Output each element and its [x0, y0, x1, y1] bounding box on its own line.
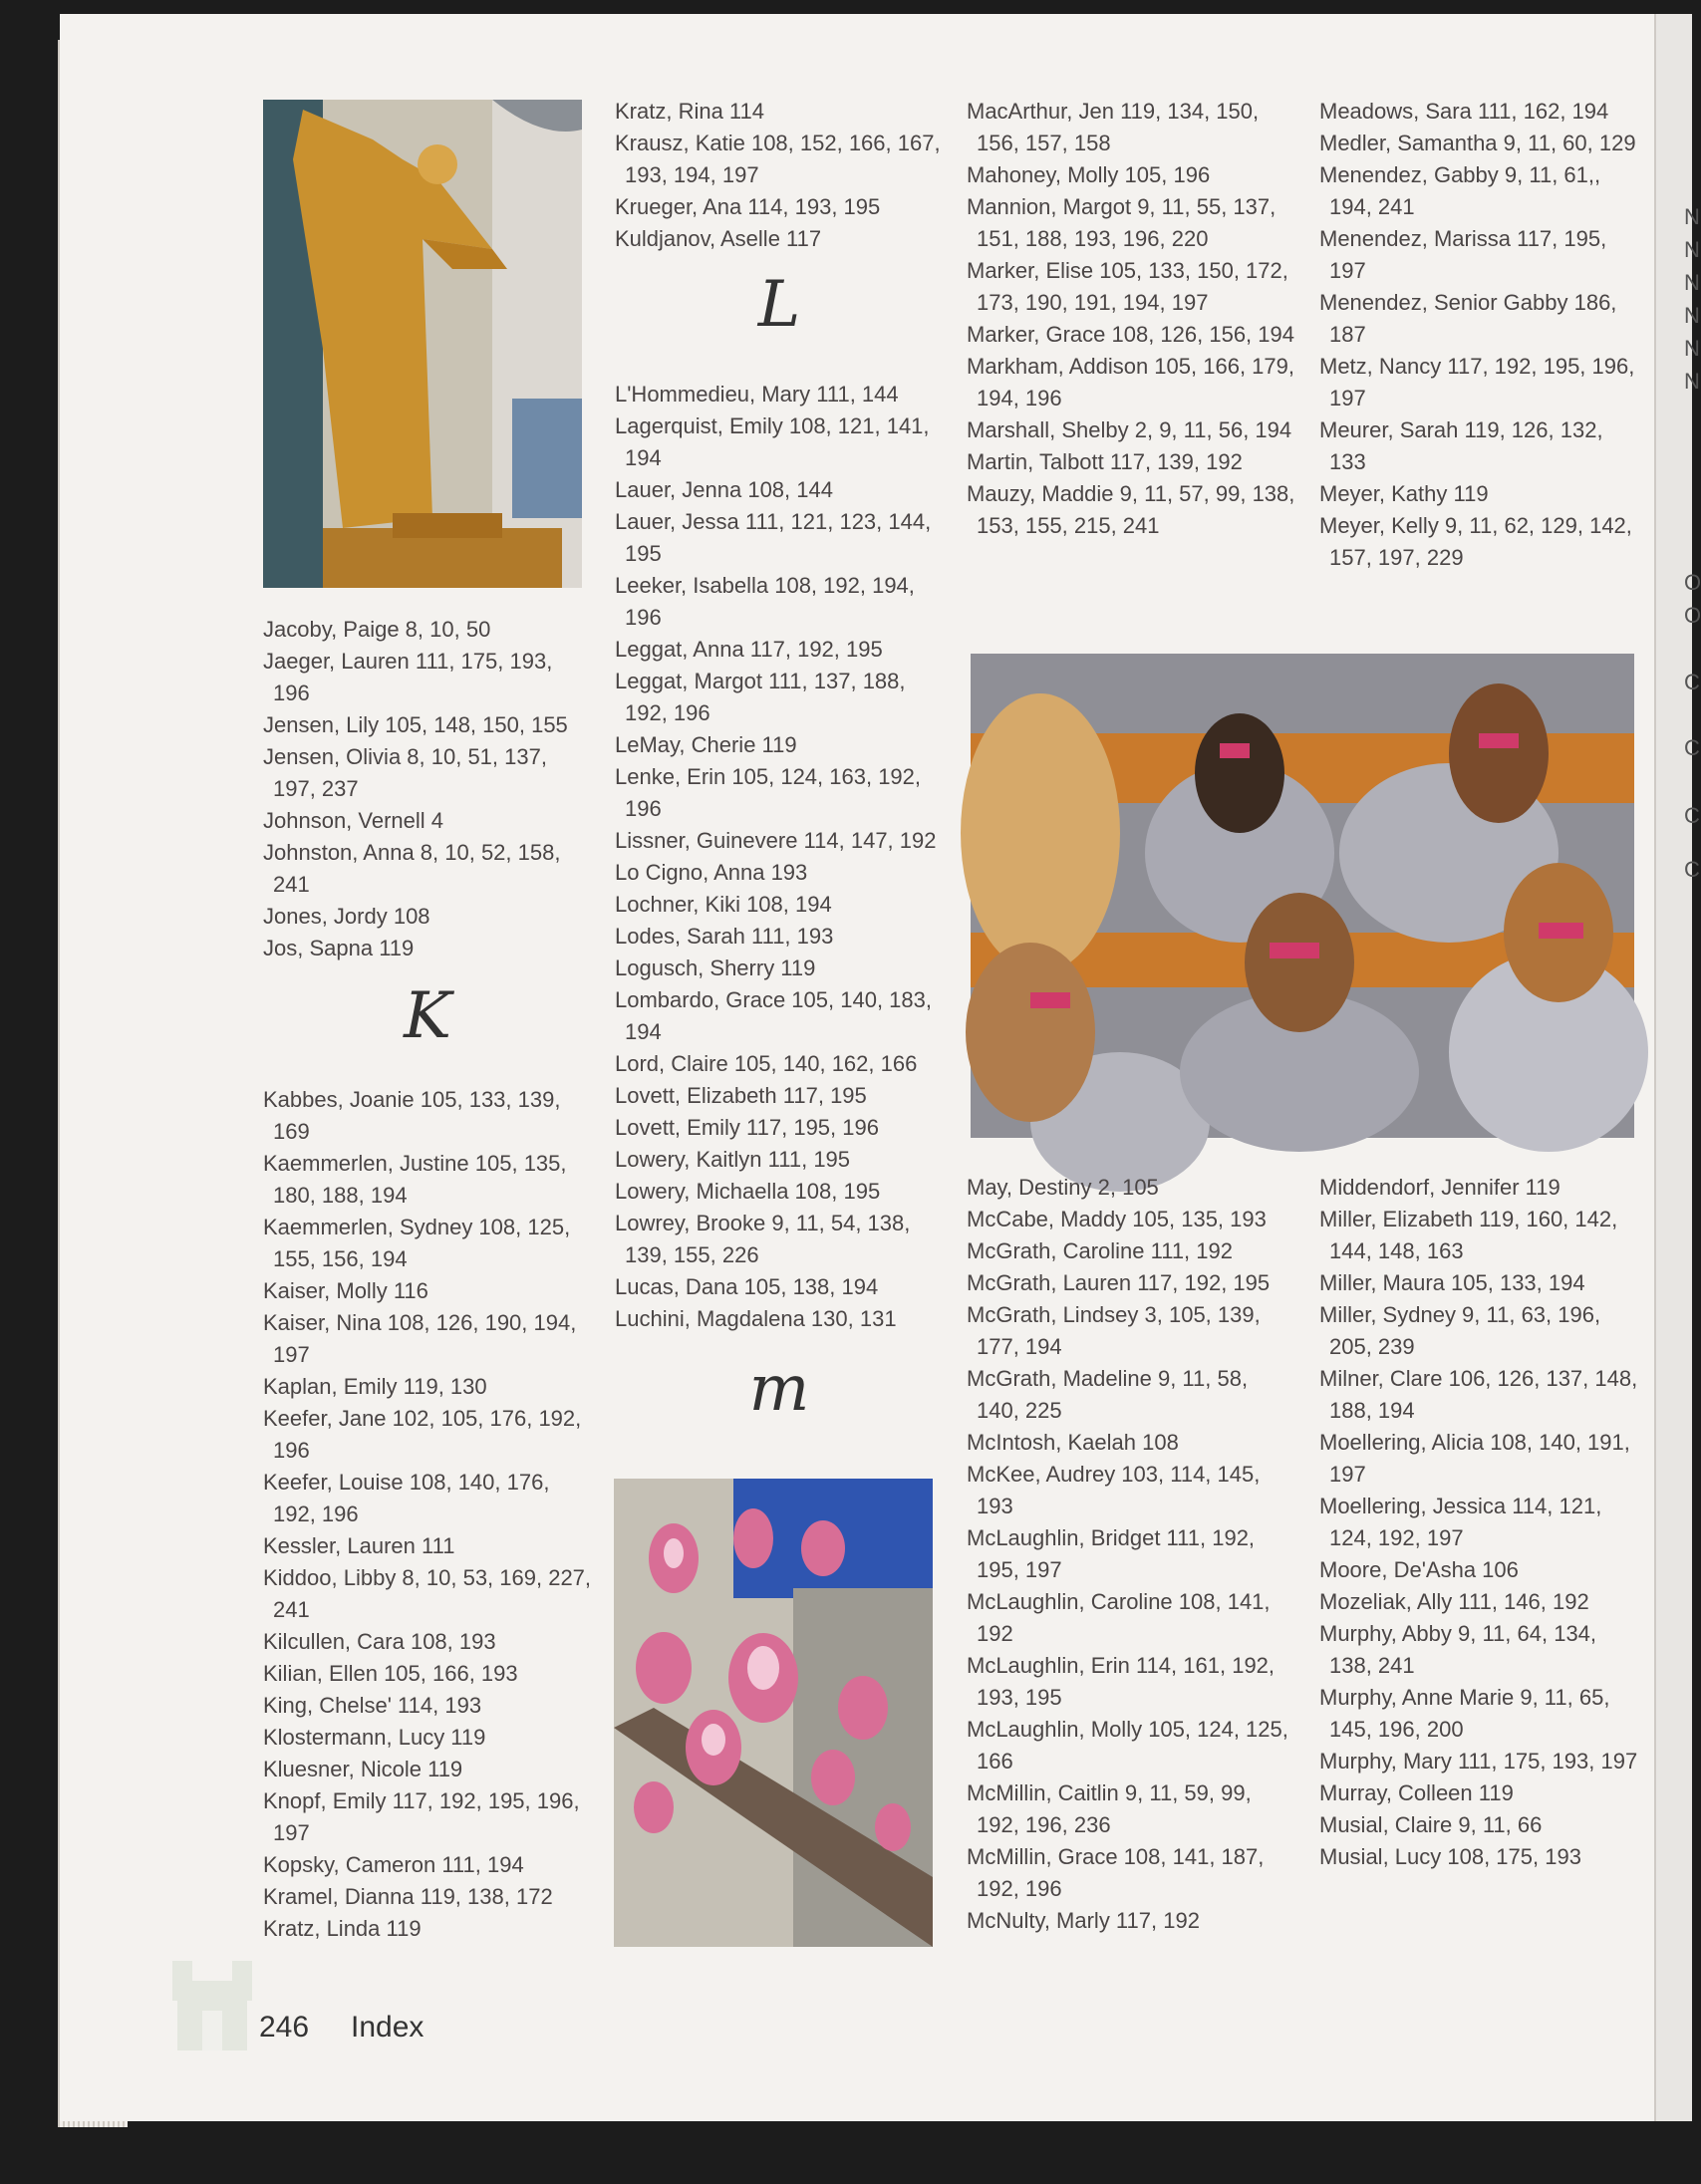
index-entry: Murphy, Anne Marie 9, 11, 65, 145, 196, 200	[1319, 1685, 1610, 1742]
index-entry: Knopf, Emily 117, 192, 195, 196, 197	[263, 1788, 580, 1845]
index-entry: Mannion, Margot 9, 11, 55, 137, 151, 188, 193, 196, 220	[967, 194, 1276, 251]
index-entry: Moore, De'Asha 106	[1319, 1557, 1519, 1582]
index-entry: McCabe, Maddy 105, 135, 193	[967, 1207, 1267, 1231]
index-column-j	[263, 614, 592, 1945]
index-entry: Luchini, Magdalena 130, 131	[615, 1306, 897, 1331]
index-entry: McLaughlin, Caroline 108, 141, 192	[967, 1589, 1271, 1646]
index-entry: Lauer, Jenna 108, 144	[615, 477, 833, 502]
gutter-letter: N	[1684, 270, 1700, 295]
index-entry: Kaemmerlen, Sydney 108, 125, 155, 156, 194	[263, 1215, 571, 1271]
school-logo-watermark	[167, 1951, 257, 2050]
section-letter-m: m	[748, 1352, 810, 1426]
gutter-letter: C	[1684, 803, 1700, 828]
index-entry: Kilian, Ellen 105, 166, 193	[263, 1661, 518, 1686]
index-entry: Mozeliak, Ally 111, 146, 192	[1319, 1589, 1589, 1614]
index-entry: Jones, Jordy 108	[263, 904, 430, 929]
index-entry: Krueger, Ana 114, 193, 195	[615, 194, 881, 219]
index-entry: McLaughlin, Erin 114, 161, 192, 193, 195	[967, 1653, 1276, 1710]
index-column-l	[615, 96, 944, 1429]
gutter-letter: C	[1684, 857, 1700, 882]
index-entry: Kessler, Lauren 111	[263, 1533, 455, 1558]
index-entry: Lissner, Guinevere 114, 147, 192	[615, 828, 937, 853]
gutter-letter: C	[1684, 670, 1700, 694]
gutter-letter: O	[1684, 570, 1701, 595]
index-entry: Leeker, Isabella 108, 192, 194, 196	[615, 573, 915, 630]
index-entry: Kilcullen, Cara 108, 193	[263, 1629, 496, 1654]
facing-page-edge	[1654, 14, 1692, 2121]
index-entry: Lowrey, Brooke 9, 11, 54, 138, 139, 155, 226	[615, 1211, 911, 1267]
page-number: 246	[259, 2011, 310, 2044]
index-entry: Menendez, Senior Gabby 186, 187	[1319, 290, 1617, 347]
index-entry: Lauer, Jessa 111, 121, 123, 144, 195	[615, 509, 932, 566]
index-entry: Kluesner, Nicole 119	[263, 1757, 463, 1781]
index-entry: Middendorf, Jennifer 119	[1319, 1175, 1560, 1200]
index-entry: Marshall, Shelby 2, 9, 11, 56, 194	[967, 417, 1292, 442]
index-entry: Lo Cigno, Anna 193	[615, 860, 808, 885]
index-entry: LeMay, Cherie 119	[615, 732, 797, 757]
index-entry: Johnston, Anna 8, 10, 52, 158, 241	[263, 840, 561, 897]
index-entry: Lowery, Kaitlyn 111, 195	[615, 1147, 851, 1172]
index-entry: Marker, Grace 108, 126, 156, 194	[967, 322, 1294, 347]
index-entry: Meyer, Kelly 9, 11, 62, 129, 142, 157, 197, 229	[1319, 513, 1632, 570]
index-entry: May, Destiny 2, 105	[967, 1175, 1159, 1200]
index-entry: Lombardo, Grace 105, 140, 183, 194	[615, 987, 932, 1044]
index-entry: Lagerquist, Emily 108, 121, 141, 194	[615, 413, 930, 470]
index-column-m-3	[967, 1172, 1295, 1937]
index-entry: Murray, Colleen 119	[1319, 1780, 1514, 1805]
index-entry: Musial, Lucy 108, 175, 193	[1319, 1844, 1581, 1869]
index-entry: Kaiser, Nina 108, 126, 190, 194, 197	[263, 1310, 577, 1367]
index-entry: Mahoney, Molly 105, 196	[967, 162, 1211, 187]
section-label: Index	[351, 2011, 425, 2044]
index-entry: Kaemmerlen, Justine 105, 135, 180, 188, 194	[263, 1151, 567, 1208]
index-entry: Meadows, Sara 111, 162, 194	[1319, 99, 1609, 124]
index-entry: McIntosh, Kaelah 108	[967, 1430, 1179, 1455]
index-column-m-2	[1319, 96, 1638, 574]
index-entry: Keefer, Louise 108, 140, 176, 192, 196	[263, 1470, 550, 1526]
index-entry: Kramel, Dianna 119, 138, 172	[263, 1884, 553, 1909]
index-entry: McLaughlin, Molly 105, 124, 125, 166	[967, 1717, 1288, 1774]
index-entry: Jensen, Olivia 8, 10, 51, 137, 197, 237	[263, 744, 547, 801]
gutter-letter: N	[1684, 237, 1700, 262]
index-entry: Krausz, Katie 108, 152, 166, 167, 193, 194, 197	[615, 131, 941, 187]
students-photo	[971, 654, 1634, 1138]
index-entry: MacArthur, Jen 119, 134, 150, 156, 157, 158	[967, 99, 1260, 155]
index-entry: Kratz, Linda 119	[263, 1916, 422, 1941]
index-entry: Moellering, Alicia 108, 140, 191, 197	[1319, 1430, 1630, 1487]
gutter-letter: N	[1684, 204, 1700, 229]
index-entry: Meurer, Sarah 119, 126, 132, 133	[1319, 417, 1603, 474]
index-entry: Lenke, Erin 105, 124, 163, 192, 196	[615, 764, 922, 821]
index-entry: Murphy, Mary 111, 175, 193, 197	[1319, 1749, 1638, 1774]
index-entry: Jacoby, Paige 8, 10, 50	[263, 617, 491, 642]
index-entry: Lord, Claire 105, 140, 162, 166	[615, 1051, 918, 1076]
index-entry: Kaiser, Molly 116	[263, 1278, 428, 1303]
index-entry: Jaeger, Lauren 111, 175, 193, 196	[263, 649, 553, 705]
index-entry: McNulty, Marly 117, 192	[967, 1908, 1200, 1933]
gutter-letter: C	[1684, 735, 1700, 760]
index-entry: Milner, Clare 106, 126, 137, 148, 188, 194	[1319, 1366, 1638, 1423]
statue-photo	[263, 100, 582, 588]
gutter-letter: N	[1684, 303, 1700, 328]
index-entry: Medler, Samantha 9, 11, 60, 129	[1319, 131, 1636, 155]
index-entry: Menendez, Gabby 9, 11, 61,, 194, 241	[1319, 162, 1601, 219]
index-column-m-4	[1319, 1172, 1638, 1873]
index-entry: McGrath, Caroline 111, 192	[967, 1238, 1233, 1263]
index-entry: McLaughlin, Bridget 111, 192, 195, 197	[967, 1525, 1256, 1582]
gutter-letter: N	[1684, 369, 1700, 394]
index-entry: Miller, Elizabeth 119, 160, 142, 144, 148, 163	[1319, 1207, 1618, 1263]
section-letter-l: L	[757, 268, 801, 342]
index-entry: Kopsky, Cameron 111, 194	[263, 1852, 524, 1877]
index-entry: L'Hommedieu, Mary 111, 144	[615, 382, 899, 407]
index-entry: Leggat, Margot 111, 137, 188, 192, 196	[615, 669, 906, 725]
section-letter-k: K	[404, 979, 451, 1053]
index-entry: Kaplan, Emily 119, 130	[263, 1374, 487, 1399]
index-entry: Lowery, Michaella 108, 195	[615, 1179, 881, 1204]
index-entry: Kuldjanov, Aselle 117	[615, 226, 822, 251]
index-entry: Lodes, Sarah 111, 193	[615, 924, 834, 949]
index-entry: Logusch, Sherry 119	[615, 956, 816, 980]
index-entry: Jensen, Lily 105, 148, 150, 155	[263, 712, 568, 737]
index-entry: Marker, Elise 105, 133, 150, 172, 173, 190, 191, 194, 197	[967, 258, 1288, 315]
index-entry: Lovett, Emily 117, 195, 196	[615, 1115, 879, 1140]
index-entry: Lovett, Elizabeth 117, 195	[615, 1083, 867, 1108]
index-entry: Martin, Talbott 117, 139, 192	[967, 449, 1243, 474]
magnolia-photo	[614, 1479, 933, 1947]
index-entry: Metz, Nancy 117, 192, 195, 196, 197	[1319, 354, 1635, 410]
index-entry: Klostermann, Lucy 119	[263, 1725, 486, 1750]
index-column-m-1	[967, 96, 1295, 542]
index-entry: Mauzy, Maddie 9, 11, 57, 99, 138, 153, 155, 215, 241	[967, 481, 1295, 538]
index-entry: Miller, Sydney 9, 11, 63, 196, 205, 239	[1319, 1302, 1601, 1359]
index-entry: Johnson, Vernell 4	[263, 808, 444, 833]
index-entry: McMillin, Caitlin 9, 11, 59, 99, 192, 196, 236	[967, 1780, 1252, 1837]
index-entry: McGrath, Lindsey 3, 105, 139, 177, 194	[967, 1302, 1261, 1359]
index-entry: Murphy, Abby 9, 11, 64, 134, 138, 241	[1319, 1621, 1597, 1678]
index-entry: Lucas, Dana 105, 138, 194	[615, 1274, 879, 1299]
index-entry: Leggat, Anna 117, 192, 195	[615, 637, 883, 662]
index-entry: Kiddoo, Libby 8, 10, 53, 169, 227, 241	[263, 1565, 592, 1622]
index-entry: McMillin, Grace 108, 141, 187, 192, 196	[967, 1844, 1265, 1901]
index-entry: Meyer, Kathy 119	[1319, 481, 1489, 506]
index-entry: King, Chelse' 114, 193	[263, 1693, 482, 1718]
gutter-letter: O	[1684, 603, 1701, 628]
index-entry: McGrath, Lauren 117, 192, 195	[967, 1270, 1271, 1295]
index-entry: Markham, Addison 105, 166, 179, 194, 196	[967, 354, 1294, 410]
index-entry: McKee, Audrey 103, 114, 145, 193	[967, 1462, 1261, 1518]
index-entry: Jos, Sapna 119	[263, 936, 415, 960]
index-entry: Menendez, Marissa 117, 195, 197	[1319, 226, 1607, 283]
index-entry: Miller, Maura 105, 133, 194	[1319, 1270, 1585, 1295]
index-entry: Keefer, Jane 102, 105, 176, 192, 196	[263, 1406, 582, 1463]
index-entry: Moellering, Jessica 114, 121, 124, 192, 197	[1319, 1494, 1602, 1550]
index-entry: McGrath, Madeline 9, 11, 58, 140, 225	[967, 1366, 1249, 1423]
index-entry: Lochner, Kiki 108, 194	[615, 892, 832, 917]
index-entry: Kabbes, Joanie 105, 133, 139, 169	[263, 1087, 561, 1144]
index-entry: Kratz, Rina 114	[615, 99, 765, 124]
index-entry: Musial, Claire 9, 11, 66	[1319, 1812, 1543, 1837]
gutter-letter: N	[1684, 336, 1700, 361]
